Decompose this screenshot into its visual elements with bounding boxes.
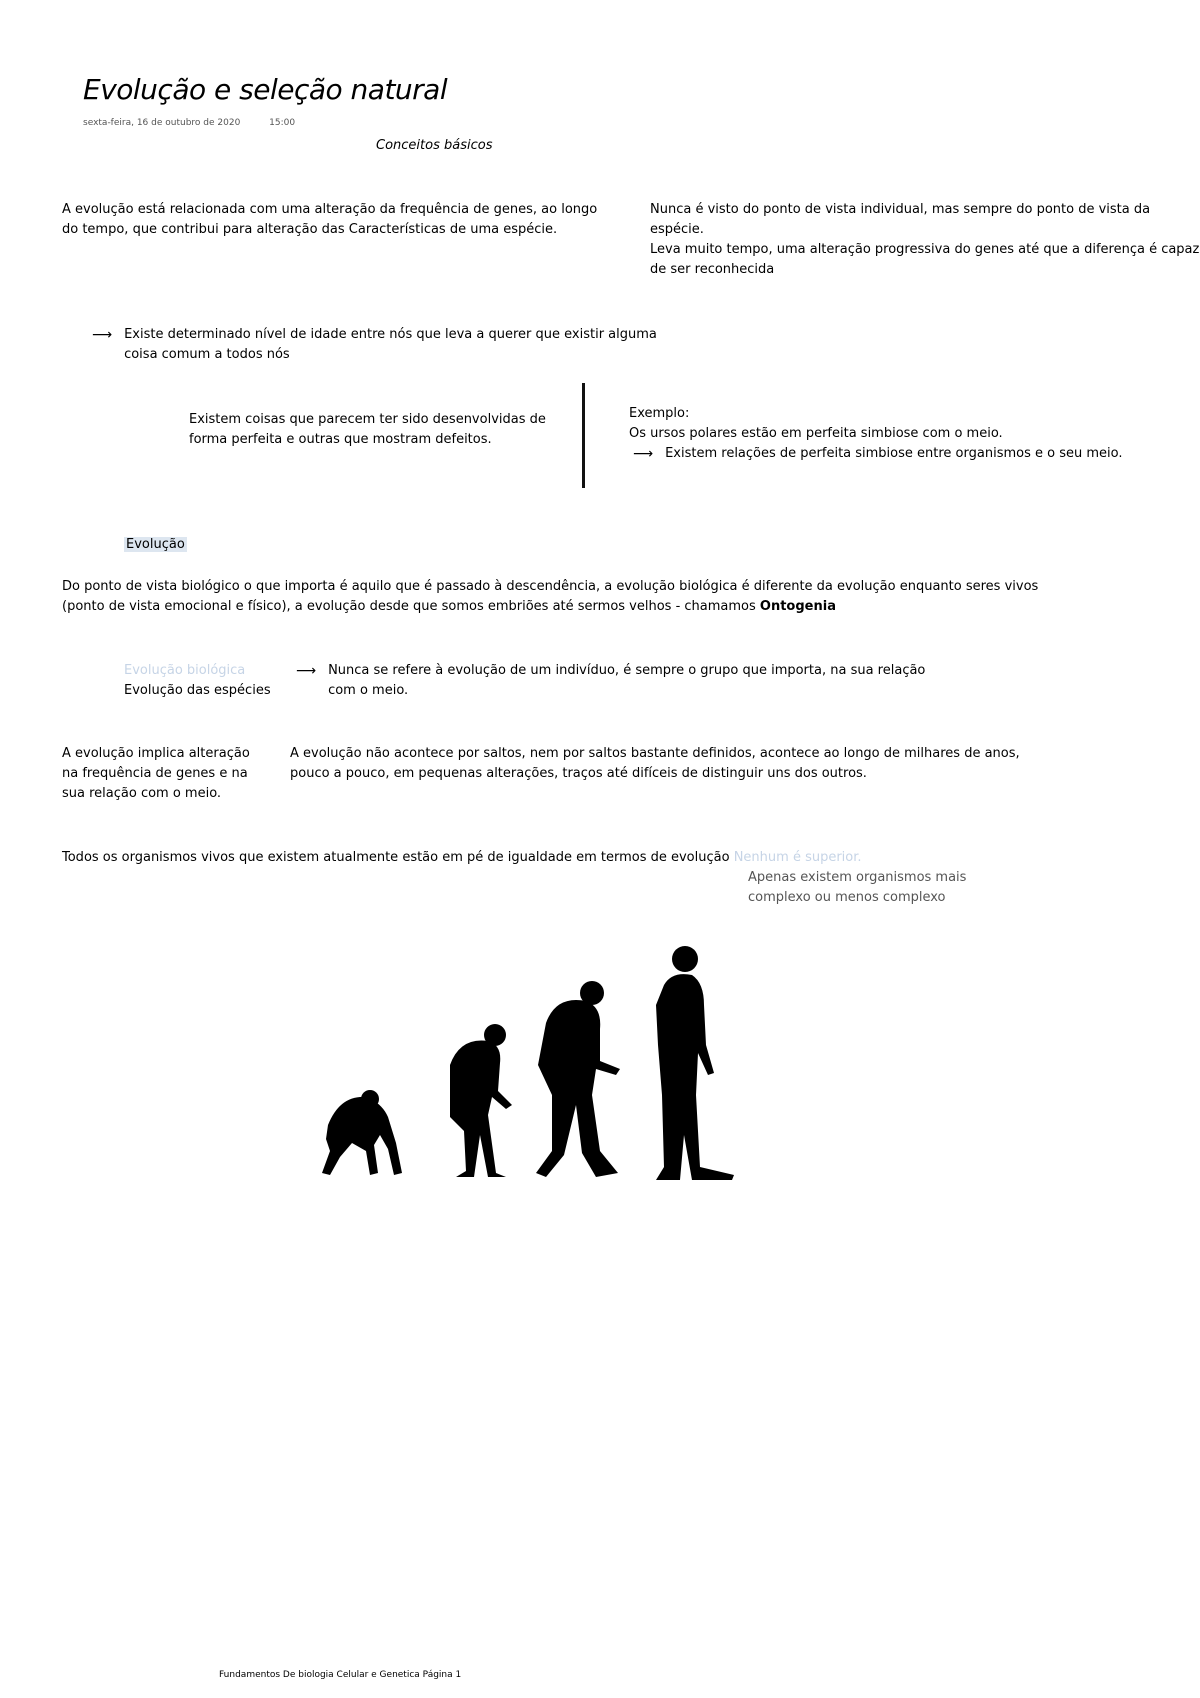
implica-text: A evolução implica alteração na frequência de genes e na sua relação com o meio.: [62, 746, 250, 801]
page-time: 15:00: [269, 118, 296, 128]
ape-figure: [322, 1090, 402, 1175]
evolucao-heading: [124, 535, 187, 555]
ontogenia-term: Ontogenia: [759, 599, 836, 614]
bio-label-faded: Evolução biológica: [124, 663, 246, 678]
bio-labels: [124, 661, 271, 701]
section1-right-line2: Leva muito tempo, uma alteração progressiva do genes até que a diferença é capaz de ser reconhecida: [650, 242, 1200, 277]
bullet-common-text: Existe determinado nível de idade entre nós que leva a querer que existir alguma coisa comum a todos nós: [124, 327, 657, 362]
todos-text: Todos os organismos vivos que existem atualmente estão em pé de igualdade em termos de evolução: [62, 850, 730, 865]
arrow-icon: ⟶: [633, 446, 654, 462]
perfect-defects-text: Existem coisas que parecem ter sido desenvolvidas de forma perfeita e outras que mostram defeitos.: [189, 412, 546, 447]
example-text: Os ursos polares estão em perfeita simbiose com o meio.: [629, 426, 1003, 441]
todos-line: [62, 848, 1162, 868]
bio-bullet-text: Nunca se refere à evolução de um indivíduo, é sempre o grupo que importa, na sua relação com o meio.: [328, 663, 926, 698]
section1-right-line1: Nunca é visto do ponto de vista individual, mas sempre do ponto de vista da espécie.: [650, 202, 1151, 237]
page-date: sexta-feira, 16 de outubro de 2020: [83, 118, 241, 128]
hominid-figure: [450, 1024, 512, 1177]
ancestor-figure: [536, 981, 620, 1177]
arrow-icon: ⟶: [92, 327, 113, 343]
evolucao-heading-text: Evolução: [126, 537, 185, 552]
bullet-common: [92, 325, 672, 365]
page-title: Evolução e seleção natural: [83, 73, 448, 106]
example-label: Exemplo:: [629, 406, 690, 421]
evolution-silhouette-image: [300, 945, 750, 1180]
page-meta: [83, 118, 295, 128]
arrow-icon: ⟶: [296, 663, 317, 679]
saltos-text: A evolução não acontece por saltos, nem por saltos bastante definidos, acontece ao longo de milhares de anos, pouco a pouco, em pequenas alterações, traços até difíceis de distinguir uns dos outros.: [290, 746, 1020, 781]
page-footer: Fundamentos De biologia Celular e Genetica Página 1: [219, 1670, 462, 1680]
example-bullet: [629, 444, 1199, 464]
evolucao-paragraph-main: Do ponto de vista biológico o que importa é aquilo que é passado à descendência, a evolução biológica é diferente da evolução enquanto seres vivos (ponto de vista emocional e físico), a evolução desde que somos embriões até sermos velhos - chamamos: [62, 579, 1039, 614]
section1-left-text: A evolução está relacionada com uma alteração da frequência de genes, ao longo do tempo, que contribui para alteração das Características de uma espécie.: [62, 202, 598, 237]
example-block: [629, 404, 1199, 464]
page-subtitle: Conceitos básicos: [376, 138, 493, 153]
bio-bullet: [296, 661, 936, 701]
section1-right-text: [650, 200, 1200, 280]
nenhum-superior-text: Nenhum é superior.: [733, 850, 862, 865]
vertical-divider: [582, 383, 585, 488]
complexo-note: Apenas existem organismos mais complexo ou menos complexo: [748, 870, 967, 905]
human-figure: [656, 946, 734, 1180]
evolucao-paragraph: [62, 577, 1072, 617]
example-bullet-text: Existem relações de perfeita simbiose entre organismos e o seu meio.: [665, 446, 1123, 461]
bio-label: Evolução das espécies: [124, 683, 271, 698]
